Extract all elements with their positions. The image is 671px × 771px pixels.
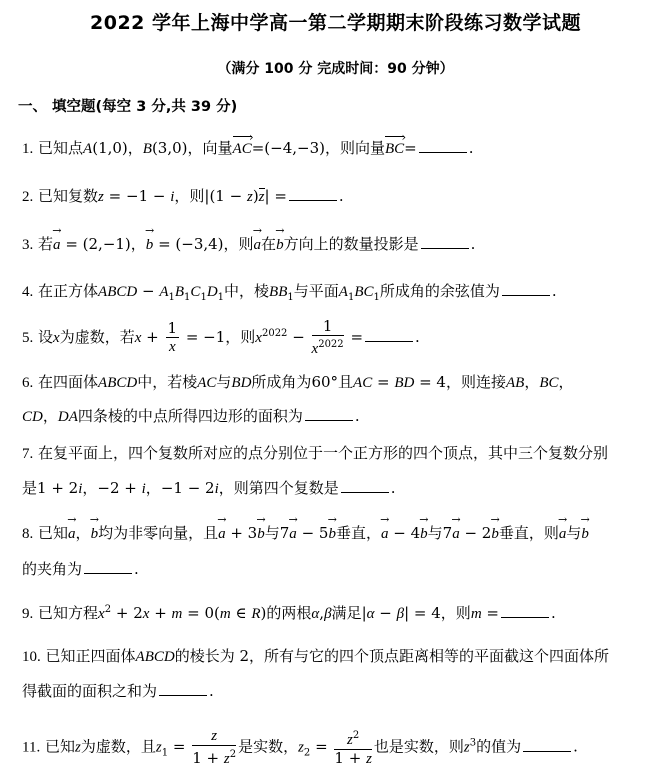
question-4: 4. 在正方体ABCD − $A_1B_1C_1D_1$中，棱$BB_1$与平面$A_1BC_1$所成角的余弦值为 . xyxy=(22,282,557,303)
answer-blank xyxy=(365,327,413,342)
question-10: 10. 已知正四面体ABCD的棱长为 2，所有与它的四个顶点距离相等的平面截这个四面体所 xyxy=(22,647,610,665)
question-9: 9. 已知方程$x^2 + 2x + m = 0(m$ ∈ R)的两根α,β满足|α − β| = 4，则m = . xyxy=(22,604,556,622)
question-8-cont: 的夹角为 . xyxy=(22,560,139,578)
question-6: 6. 在四面体ABCD中，若棱AC与BD所成角为60°且AC = BD = 4，则连接AB，BC， xyxy=(22,373,574,391)
answer-blank xyxy=(502,281,550,296)
answer-blank xyxy=(289,186,337,201)
exam-title: 2022 学年上海中学高一第二学期期末阶段练习数学试题 xyxy=(90,12,581,34)
section-heading: 一、 填空题(每空 3 分,共 39 分) xyxy=(18,99,238,115)
question-10-cont: 得截面的面积之和为 . xyxy=(22,682,214,700)
question-6-cont: CD，DA四条棱的中点所得四边形的面积为 . xyxy=(22,407,360,425)
question-8: 8. 已知→ a，→ b均为非零向量，且→ a + 3→ b与7→ a − 5→ b垂直，→ a − 4→ b与7→ a − 2→ b垂直，则→ a与→ b xyxy=(22,523,662,544)
answer-blank xyxy=(341,478,389,493)
answer-blank xyxy=(305,406,353,421)
exam-subtitle: （满分 100 分 完成时间：90 分钟） xyxy=(217,61,454,77)
question-1: 1. 已知点A(1,0)，B(3,0)，向量AC ›=(−4,−3)，则向量BC ›= . xyxy=(22,138,662,159)
question-7: 7. 在复平面上，四个复数所对应的点分别位于一个正方形的四个顶点，其中三个复数分别 xyxy=(22,444,609,462)
answer-blank xyxy=(501,603,549,618)
question-5: 5. 设x为虚数，若x + $\frac{1}{x}$ = −1，则$x^{2022}$ − $\frac{1}{x^{2022}}$ = . xyxy=(22,317,420,357)
question-3: 3. 若→ a = (2,−1)，→ b = (−3,4)，则→ a在→ b方向上的数量投影是 . xyxy=(22,234,662,255)
answer-blank xyxy=(159,681,207,696)
question-11: 11. 已知z为虚数，且$z_1$ = $\frac{z}{1 + z^2}$ 是实数，$z_2$ = $\frac{z^2}{1 + z}$ 也是实数，则$z^3$的值为 . xyxy=(22,728,578,767)
question-7-cont: 是1 + 2i，−2 + i，−1 − 2i，则第四个复数是 . xyxy=(22,479,396,497)
question-2: 2. 已知复数z = −1 − i，则|(1 − z)z| = . xyxy=(22,187,344,205)
answer-blank xyxy=(523,737,571,752)
answer-blank xyxy=(84,559,132,574)
answer-blank xyxy=(421,234,469,249)
answer-blank xyxy=(419,138,467,153)
